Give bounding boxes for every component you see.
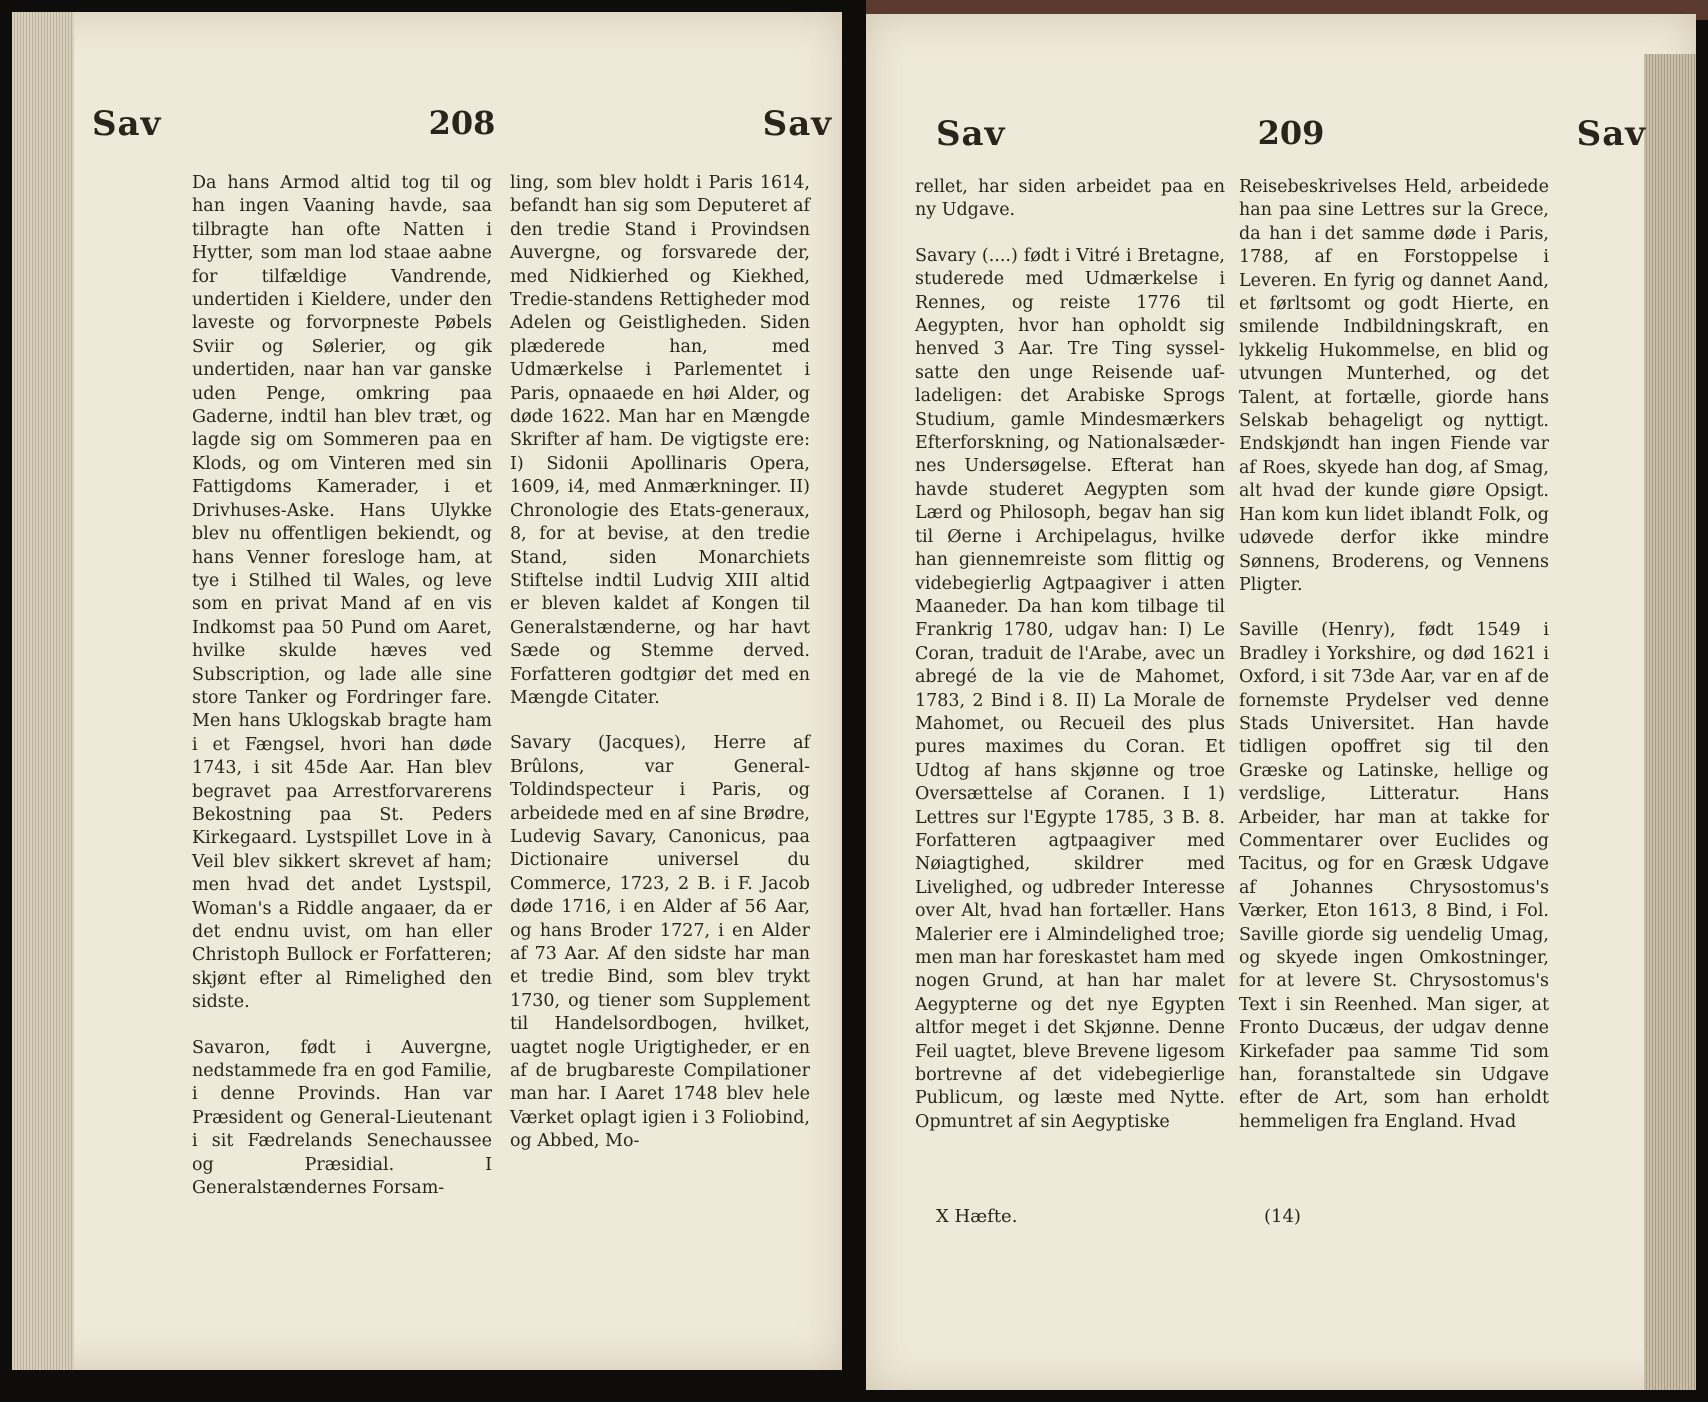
left-page-edges — [12, 12, 74, 1370]
left-page-number: 208 — [428, 104, 496, 142]
right-header-guideword-right: Sav — [1576, 114, 1646, 154]
signature-mark: X Hæfte. — [936, 1206, 1018, 1227]
sheet-mark: (14) — [1264, 1206, 1301, 1227]
right-running-header — [936, 114, 1646, 164]
left-header-guideword-right: Sav — [762, 104, 832, 144]
entry-savaron: Savaron, født i Auvergne, nedstammede fra en god Familie, i denne Provinds. Han var Præsident og General-Lieutenant i sit Fædrelands Senechaussee og Præsidial. I Generalstændernes Forsam- — [192, 1037, 492, 1199]
entry-savary-jacques: Savary (Jacques), Herre af Brûlons, var General-Toldindspecteur i Paris, og arbeidede med en af sine Brødre, Ludevig Savary, Canonicus, paa Dictionaire universel du Commerce, 1723, 2 B. i F. Jacob døde 1716, i en Alder af 56 Aar, og hans Broder 1727, i en Alder af 73 Aar. Af den sidste har man et tredie Bind, som blev trykt 1730, og tiener som Supplement til Handelsordbogen, hvilket, uagtet nogle Urigtigheder, er en af de brugbareste Compilationer man har. I Aaret 1748 blev hele Værket oplagt igien i 3 Foliobind, og Abbed, Mo- — [510, 733, 810, 1152]
right-page-column-1 — [915, 176, 1225, 1134]
right-page-column-2 — [1239, 176, 1549, 1134]
paragraph: ling, som blev holdt i Paris 1614, befandt han sig som Deputeret af den tredie Stand i Provindsen Auvergne, og forsvarede der, med Nidkierhed og Kiekhed, Tredie-standens Rettigheder mod Adelen og Geistligheden. Siden plæderede han, med Udmærkelse i Parlementet i Paris, opnaaede en høi Alder, og døde 1622. Man har en Mængde Skrifter af ham. De vigtigste ere: I) Sidonii Apollinaris Opera, 1609, i4, med Anmærkninger. II) Chronologie des Etats-generaux, 8, for at bevise, at den tredie Stand, siden Monarchiets Stiftelse indtil Ludvig XIII altid er bleven kaldet af Kongen til Generalstænderne, og har havt Sæde og Stemme derved. Forfatteren godtgiør det med en Mængde Citater. — [510, 173, 810, 708]
left-header-guideword-left: Sav — [92, 104, 162, 144]
right-page-number: 209 — [1257, 114, 1325, 152]
paragraph: Da hans Armod altid tog til og han ingen Vaaning havde, saa tilbragte han ofte Natten i Hytter, som man lod staae aabne for tilfældige Vandrende, undertiden i Kieldere, under den laveste og forvorpneste Pøbels Sviir og Sølerier, og gik undertiden, naar han var ganske uden Penge, omkring paa Gaderne, indtil han blev træt, og lagde sig om Sommeren paa en Klods, og om Vinteren med sin Fattigdoms Kamerader, i et Drivhuses-Aske. Hans Ulykke blev nu offentligen bekiendt, og hans Venner foresloge ham, at tye i Stilhed til Wales, og leve som en privat Mand af en vis Indkomst paa 50 Pund om Aaret, hvilke skulde hæves ved Subscription, og lade alle sine store Tanker og Fordringer fare. Men hans Uklogskab bragte ham i et Fængsel, hvori han døde 1743, i sit 45de Aar. Han blev begravet paa Arrestforvarerens Bekostning paa St. Peders Kirkegaard. Lystspillet Love in à Veil blev sikkert skrevet af ham; men hvad det andet Lystspil, Woman's a Riddle angaaer, da er det endnu uvist, om han eller Christoph Bullock er Forfatteren; skjønt efter al Rimelighed den sidste. — [192, 173, 492, 1013]
left-page-column-2 — [510, 172, 810, 1154]
entry-savary: Savary (....) født i Vitré i Bretagne, studerede med Udmærkelse i Rennes, og reiste 1776 til Aegypten, hvor han opholdt sig henved 3 Aar. Tre Ting syssel-satte den unge Reisende uaf-ladeligen: det Arabiske Sprogs Studium, gamle Mindesmærkers Efterforskning, og Nationalsæder-nes Undersøgelse. Efterat han havde studeret Aegypten som Lærd og Philosoph, begav han sig til Øerne i Archipelagus, hvilke han giennemreiste som flittig og videbegierlig Agtpaagiver i atten Maaneder. Da han kom tilbage til Frankrig 1780, udgav han: I) Le Coran, traduit de l'Arabe, avec un abregé de la vie de Mahomet, 1783, 2 Bind i 8. II) La Morale de Mahomet, ou Recueil des plus pures maximes du Coran. Et Udtog af hans skjønne og troe Oversættelse af Coranen. I 1) Lettres sur l'Egypte 1785, 3 B. 8. Forfatteren agtpaagiver med Nøiagtighed, skildrer med Livelighed, og udbreder Interesse over Alt, hvad han fortæller. Hans Malerier ere i Almindelighed troe; men man har foreskastet ham med nogen Grund, at han har malet Aegypterne og det nye Egypten altfor meget i det Skjønne. Denne Feil uagtet, bleve Brevene ligesom bortrevne af det videbegierlige Publicum, og læste med Nytte. Opmuntret af sin Aegyptiske — [915, 245, 1226, 1132]
left-page-column-1 — [192, 172, 492, 1200]
left-page — [12, 12, 842, 1370]
right-page — [866, 14, 1696, 1390]
entry-saville: Saville (Henry), født 1549 i Bradley i Yorkshire, og død 1621 i Oxford, i sit 73de Aar, var en af de fornemste Prydelser ved denne Stads Universitet. Han havde tidligen opoffret sig til den Græske og Latinske, hellige og verdslige, Litteratur. Hans Arbeider, har man at takke for Commentarer over Euclides og Tacitus, og for en Græsk Udgave af Johannes Chrysostomus's Værker, Eton 1613, 8 Bind, i Fol. Saville giorde sig uendelig Umag, og skyede ingen Omkostninger, for at levere St. Chrysostomus's Text i sin Reenhed. Man siger, at Fronto Ducæus, der udgav denne Kirkefader paa samme Tid som han, foranstaltede sin Udgave efter de Art, som han erholdt hemmeligen fra England. Hvad — [1239, 620, 1549, 1132]
right-header-guideword-left: Sav — [936, 114, 1006, 154]
right-page-edges — [1644, 54, 1696, 1390]
paragraph: rellet, har siden arbeidet paa en ny Udgave. — [915, 177, 1225, 221]
paragraph: Reisebeskrivelses Held, arbeidede han paa sine Lettres sur la Grece, da han i det samme døde i Paris, 1788, af en Forstoppelse i Leveren. En fyrig og dannet Aand, et førltsomt og godt Hierte, en smilende Indbildningskraft, en lykkelig Hukommelse, en blid og utvungen Munterhed, og det Talent, at fortælle, giorde hans Selskab behageligt og nyttigt. Endskjøndt han ingen Fiende var af Roes, skyede han dog, af Smag, alt hvad der kunde giøre Opsigt. Han kom kun lidet iblandt Folk, og udøvede derfor ikke mindre Sønnens, Broderens, og Vennens Pligter. — [1239, 177, 1549, 595]
left-running-header — [92, 104, 832, 154]
